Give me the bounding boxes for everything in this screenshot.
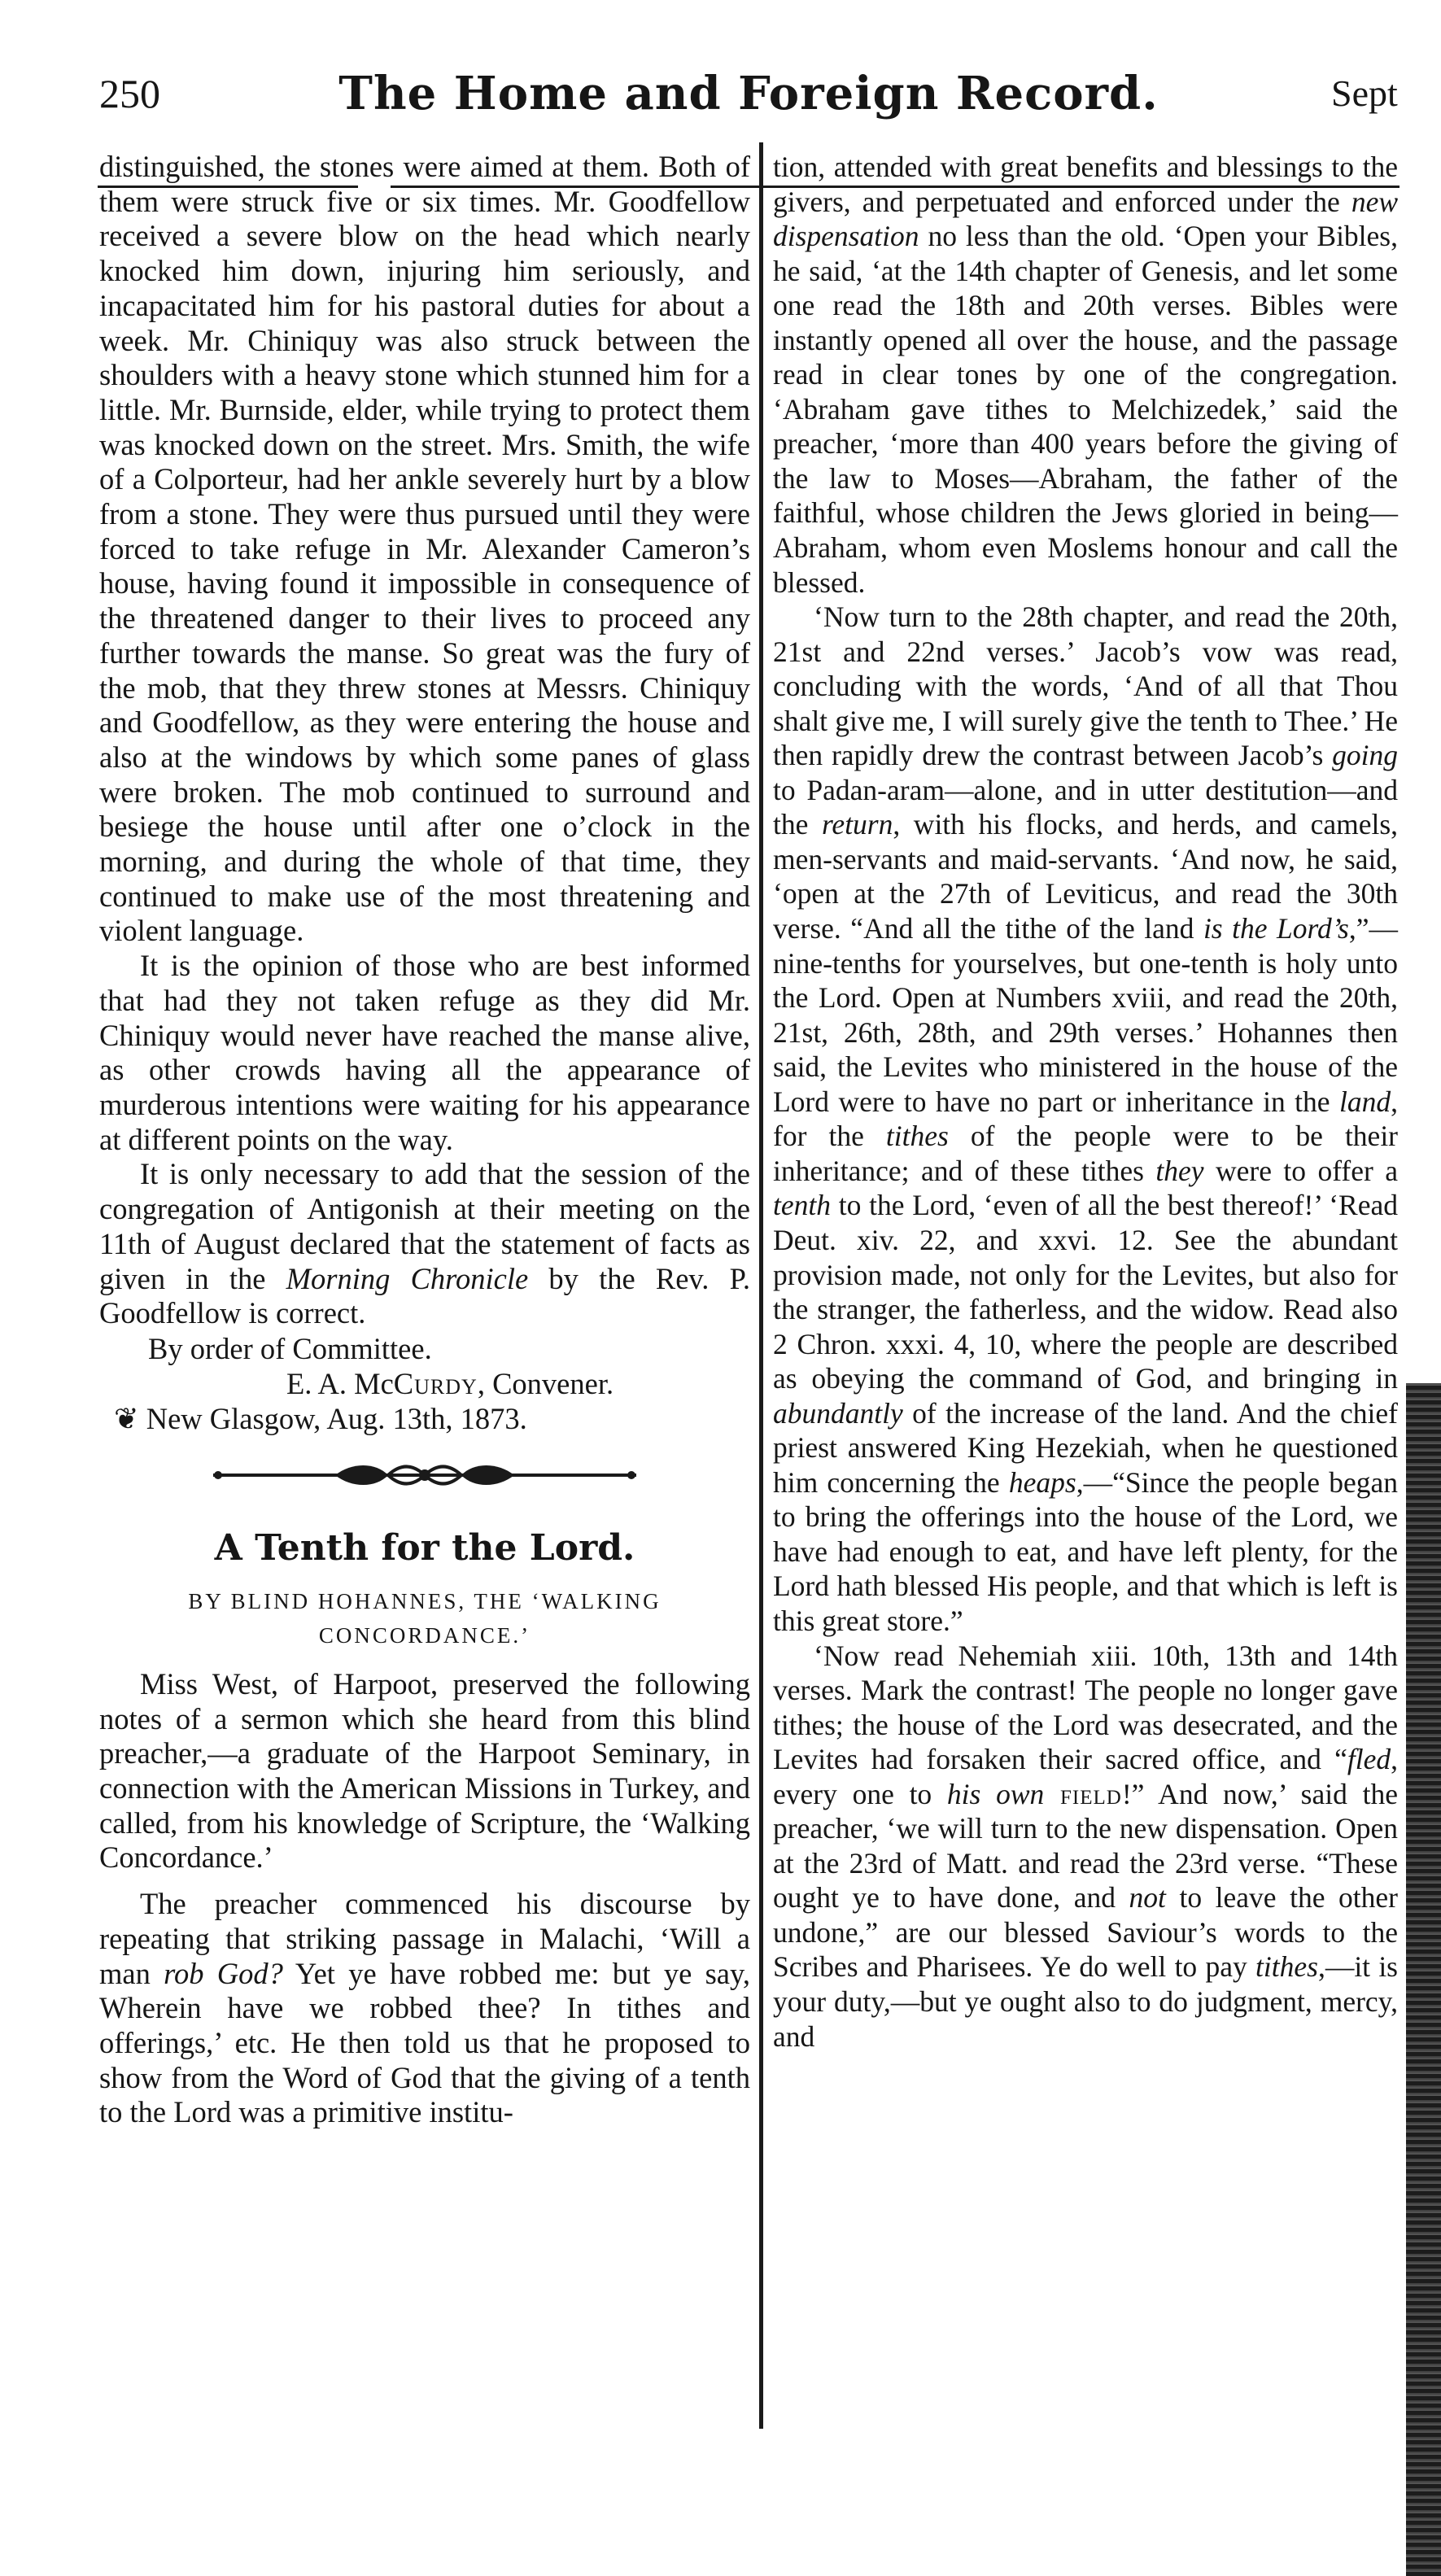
- jacob-italic-heaps: heaps: [1008, 1465, 1076, 1499]
- jacob-italic-going: going: [1332, 739, 1398, 772]
- nehemiah-field: field: [1044, 1777, 1122, 1810]
- scan-edge: [1406, 1383, 1441, 2576]
- nehemiah-text-c: !” And now,’ said the preacher, ‘we will turn to the new dispensation. Open at the 23rd of Matt. and read the 23rd verse. “These ought ye to have done, and: [773, 1777, 1398, 1915]
- signature-by-order: By order of Committee.: [148, 1331, 432, 1365]
- jacob-italic-land: land: [1339, 1085, 1391, 1118]
- nehemiah-italic-not: not: [1129, 1881, 1166, 1915]
- jacob-italic-tithes: tithes: [885, 1120, 949, 1153]
- jacob-italic-abundantly: abundantly: [773, 1396, 903, 1430]
- signature-initials: E. A. Mc: [286, 1366, 394, 1400]
- jacob-text-b: to Padan-aram—alone, and in utter destitution—and the: [773, 773, 1398, 841]
- paragraph-opinion: It is the opinion of those who are best informed that had they not taken refuge as they did Mr. Chiniquy would never have reached the manse alive, as other crowds having all the appearance of murderous intentions were waiting for his appearance at different points on the way.: [99, 949, 750, 1156]
- nehemiah-italic-tithes: tithes: [1255, 1950, 1318, 1984]
- jacob-italic-return: return: [821, 808, 893, 841]
- nehemiah-text-b: , every one to: [773, 1743, 1398, 1810]
- pointing-mark-icon: ❦: [114, 1401, 146, 1435]
- nehemiah-text-e: ,—it is your duty,—but ye ought also to do judgment, mercy, and: [773, 1950, 1399, 2053]
- article-title: A Tenth for the Lord.: [214, 1526, 635, 1569]
- signature-place-text: New Glasgow, Aug. 13th, 1873.: [146, 1401, 527, 1435]
- right-column: [773, 150, 1398, 2054]
- session-text-a: It is only necessary to add that the session of the congregation of Antigonish at their meeting on the 11th of August declared that the statement of facts as given in the: [99, 1157, 750, 1295]
- jacob-text-g: were to offer a: [1203, 1154, 1398, 1187]
- genesis-text-b: no less than the old. ‘Open your Bibles, he said, ‘at the 14th chapter of Genesis, and let some one read the 18th and 20th verses. Bibles were instantly opened all over the house, and the passage read in clear tones by one of the congregation. ‘Abraham gave tithes to Melchizedek,’ said the preacher, ‘more than 400 years before the giving of the law to Moses—Abraham, the father of the faithful, whose children the Jews gloried in being—Abraham, whom even Moslems honour and call the blessed.: [773, 220, 1398, 599]
- jacob-italic-lords: is the Lord’s: [1203, 912, 1349, 945]
- nehemiah-text-a: ‘Now read Nehemiah xiii. 10th, 13th and 14th verses. Mark the contrast! The people no longer gave tithes; the house of the Lord was desecrated, and the Levites had forsaken their sacred office, and “: [773, 1639, 1398, 1776]
- paragraph-session: [99, 1157, 750, 1331]
- paragraph-intro: Miss West, of Harpoot, preserved the following notes of a sermon which she heard from this blind preacher,—a graduate of the Harpoot Seminary, in connection with the American Missions in Turkey, and called, from his knowledge of Scripture, the ‘Walking Concordance.’: [99, 1666, 750, 1875]
- sermon-italic: rob God?: [164, 1956, 283, 1990]
- jacob-text-d: ,”—nine-tenths for yourselves, but one-tenth is holy unto the Lord. Open at Numbers xviii, and read the 20th, 21st, 26th, 28th, and 29th verses.’ Hohannes then said, the Levites who ministered in the house of the Lord were to have no part or inheritance in the: [773, 912, 1398, 1118]
- paragraph-nehemiah: [773, 1639, 1398, 2054]
- paragraph-jacob-leviticus: [773, 600, 1398, 1638]
- jacob-italic-they: they: [1155, 1154, 1204, 1187]
- signature-role: , Convener.: [477, 1366, 614, 1400]
- sermon-text-b: Yet ye have robbed me: but ye say, Wherein have we robbed thee? In tithes and offerings,’ etc. He then told us that he proposed to show from the Word of God that the giving of a tenth to the Lord was a primitive institu-: [99, 1956, 750, 2129]
- paragraph-riot-account: distinguished, the stones were aimed at them. Both of them were struck five or six times. Mr. Goodfellow received a severe blow on the head which nearly knocked him down, injuring him seriously, and incapacitated him for his pastoral duties for about a week. Mr. Chiniquy was also struck between the shoulders with a heavy stone which stunned him for a little. Mr. Burnside, elder, while trying to protect them was knocked down on the street. Mrs. Smith, the wife of a Colporteur, had her ankle severely hurt by a blow from a stone. They were thus pursued until they were forced to take refuge in Mr. Alexander Cameron’s house, having found it impossible in consequence of the threatened danger to their lives to proceed any further towards the manse. So great was the fury of the mob, that they threw stones at Messrs. Chiniquy and Goodfellow, as they were entering the house and also at the windows by which some panes of glass were broken. The mob continued to surround and besiege the house until after one o’clock in the morning, and during the whole of that time, they continued to make use of the most threatening and violent language.: [99, 150, 750, 948]
- column-divider: [759, 142, 763, 2429]
- jacob-text-h: to the Lord, ‘even of all the best thereof!’ ‘Read Deut. xiv. 22, and xxvi. 12. See the abundant provision made, not only for the Levites, but also for the stranger, the fatherless, and the widow. Read also 2 Chron. xxxi. 4, 10, where the people are described as obeying the command of God, and bringing in: [773, 1189, 1398, 1395]
- paragraph-sermon-opening: [99, 1887, 750, 2130]
- running-head: [0, 63, 1441, 137]
- article-byline: BY BLIND HOHANNES, THE ‘WALKING CONCORDANCE.’: [188, 1588, 662, 1648]
- jacob-text-i: of the increase of the land. And the chief priest answered King Hezekiah, when he questioned him concerning the: [773, 1396, 1398, 1499]
- jacob-italic-tenth: tenth: [773, 1189, 831, 1222]
- paragraph-genesis: [773, 150, 1398, 600]
- newspaper-name: Morning Chronicle: [286, 1261, 529, 1295]
- signature-name: [99, 1366, 750, 1401]
- jacob-text-j: ,—“Since the people began to bring the offerings into the house of the Lord, we have had enough to eat, and have left plenty, for the Lord hath blessed His people, and that which is left is this great store.”: [773, 1465, 1398, 1637]
- left-column: [99, 150, 750, 2130]
- journal-title: The Home and Foreign Record.: [338, 67, 1159, 120]
- nehemiah-italic-fled: fled: [1347, 1743, 1391, 1776]
- running-date: Sept: [1331, 72, 1398, 114]
- sermon-text-a: The preacher commenced his discourse by repeating that striking passage in Malachi, ‘Will a man: [99, 1887, 750, 1990]
- page-number: 250: [99, 71, 160, 116]
- genesis-italic: new dispensation: [773, 185, 1398, 253]
- session-text-b: by the Rev. P. Goodfellow is correct.: [99, 1261, 750, 1330]
- jacob-text-c: , with his flocks, and herds, and camels, men-servants and maid-servants. ‘And now, he said, ‘open at the 27th of Leviticus, and read the 30th verse. “And all the tithe of the land: [773, 808, 1399, 945]
- ornament-divider-icon: [213, 1459, 636, 1491]
- genesis-text-a: tion, attended with great benefits and blessings to the givers, and perpetuated and enforced under the: [773, 151, 1398, 218]
- jacob-text-a: ‘Now turn to the 28th chapter, and read the 20th, 21st and 22nd verses.’ Jacob’s vow was read, concluding with the words, ‘And of all that Thou shalt give me, I will surely give the tenth to Thee.’ He then rapidly drew the contrast between Jacob’s: [773, 600, 1398, 772]
- signature-place: [99, 1401, 750, 1436]
- jacob-text-f: of the people were to be their inheritance; and of these tithes: [773, 1120, 1399, 1187]
- signature-surname: Curdy: [393, 1366, 478, 1400]
- nehemiah-italic-his-own: his own: [946, 1777, 1045, 1810]
- jacob-text-e: , for the: [773, 1085, 1398, 1153]
- nehemiah-text-d: to leave the other undone,” are our blessed Saviour’s words to the Scribes and Pharisees. Ye do well to pay: [773, 1881, 1398, 1984]
